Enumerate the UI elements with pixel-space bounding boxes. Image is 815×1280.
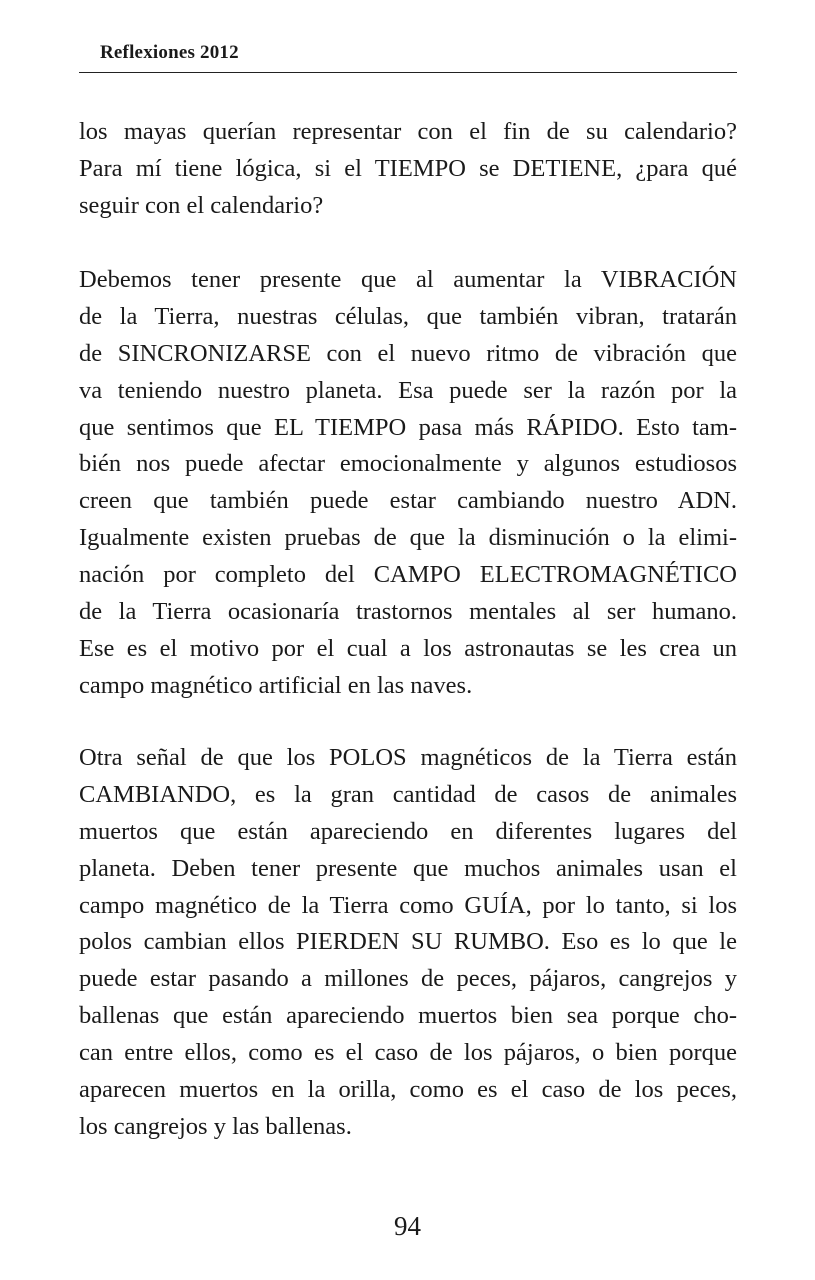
text-line: los mayas querían representar con el fin de su calendario? [79, 118, 737, 145]
text-line: can entre ellos, como es el caso de los pájaros, o bien porque [79, 1039, 737, 1067]
text-line: aparecen muertos en la orilla, como es el caso de los peces, [79, 1076, 737, 1104]
text-line: bién nos puede afectar emocionalmente y algunos estudiosos [79, 450, 737, 478]
paragraph-3 [79, 740, 737, 1146]
text-line: planeta. Deben tener presente que muchos animales usan el [79, 854, 737, 882]
paragraph-1 [79, 114, 737, 225]
text-line: nación por completo del CAMPO ELECTROMAGNÉTICO [79, 561, 737, 589]
text-line: Ese es el motivo por el cual a los astronautas se les crea un [79, 634, 737, 662]
text-line: de SINCRONIZARSE con el nuevo ritmo de vibración que [79, 339, 737, 367]
text-line: los cangrejos y las ballenas. [79, 1112, 352, 1140]
paragraph-2 [79, 262, 737, 705]
text-line: CAMBIANDO, es la gran cantidad de casos de animales [79, 780, 737, 808]
text-line: de la Tierra, nuestras células, que también vibran, tratarán [79, 302, 737, 330]
text-line: ballenas que están apareciendo muertos bien sea porque cho- [79, 1002, 737, 1030]
book-title: Reflexiones 2012 [100, 42, 239, 63]
text-line: creen que también puede estar cambiando nuestro ADN. [79, 487, 737, 515]
text-line: que sentimos que EL TIEMPO pasa más RÁPIDO. Esto tam- [79, 413, 737, 441]
text-line: Otra señal de que los POLOS magnéticos de la Tierra están [79, 744, 737, 771]
text-line: Debemos tener presente que al aumentar la VIBRACIÓN [79, 266, 737, 293]
text-line: polos cambian ellos PIERDEN SU RUMBO. Eso es lo que le [79, 928, 737, 956]
text-line: Igualmente existen pruebas de que la disminución o la elimi- [79, 524, 737, 552]
text-line: va teniendo nuestro planeta. Esa puede ser la razón por la [79, 376, 737, 404]
text-line: de la Tierra ocasionaría trastornos mentales al ser humano. [79, 598, 737, 626]
text-line: campo magnético artificial en las naves. [79, 671, 473, 699]
page-number: 94 [394, 1211, 421, 1241]
running-header [79, 40, 737, 73]
text-line: muertos que están apareciendo en diferentes lugares del [79, 817, 737, 845]
text-line: seguir con el calendario? [79, 191, 324, 219]
text-line: Para mí tiene lógica, si el TIEMPO se DETIENE, ¿para qué [79, 154, 737, 182]
text-line: campo magnético de la Tierra como GUÍA, por lo tanto, si los [79, 891, 737, 919]
text-line: puede estar pasando a millones de peces, pájaros, cangrejos y [79, 965, 737, 993]
